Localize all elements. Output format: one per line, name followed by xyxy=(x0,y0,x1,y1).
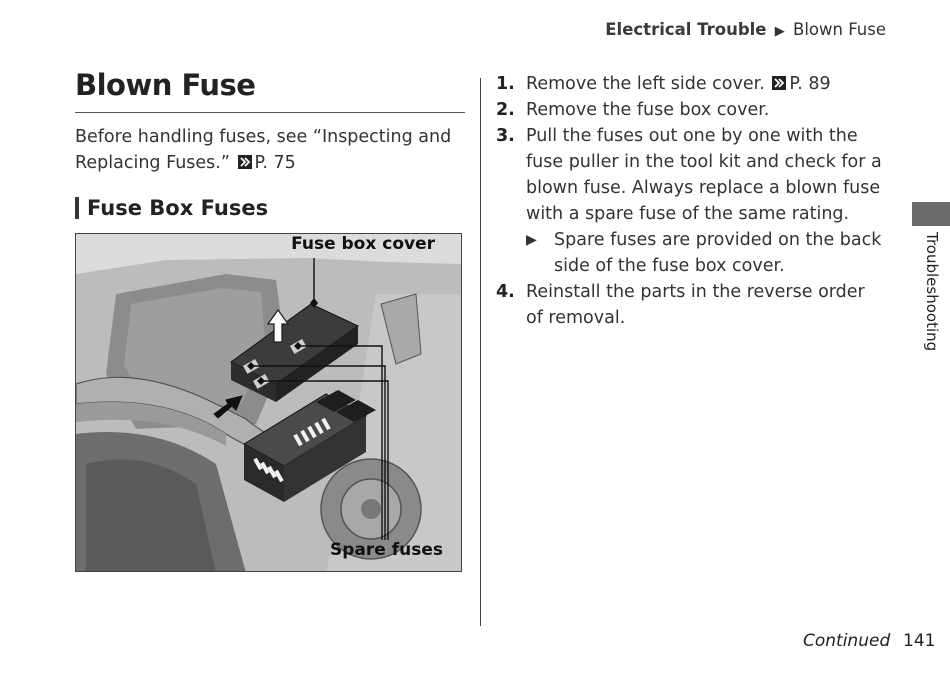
fuse-box-drawing xyxy=(76,234,462,572)
step-text: Remove the left side cover. xyxy=(526,74,765,94)
intro-page-ref[interactable]: P. 75 xyxy=(254,153,296,173)
spare-fuses-label: Spare fuses xyxy=(330,540,443,560)
page-reference-icon xyxy=(772,76,786,90)
step-note xyxy=(526,227,886,279)
chapter-label: Troubleshooting xyxy=(923,232,941,352)
step-page-ref[interactable]: P. 89 xyxy=(789,74,831,94)
section-heading-text: Fuse Box Fuses xyxy=(87,196,269,220)
breadcrumb xyxy=(605,20,886,39)
step-text: Remove the fuse box cover. xyxy=(526,100,770,120)
right-triangle-icon: ▶ xyxy=(526,232,537,248)
page-number: 141 xyxy=(903,631,936,651)
step-item xyxy=(496,123,886,279)
fuse-box-cover-label: Fuse box cover xyxy=(291,234,435,254)
column-divider xyxy=(480,78,481,626)
intro-text: Before handling fuses, see “Inspecting and Replacing Fuses.” xyxy=(75,127,452,173)
step-item xyxy=(496,279,886,331)
chapter-tab[interactable] xyxy=(912,202,950,226)
step-number: 4. xyxy=(496,282,515,302)
steps-list xyxy=(496,71,886,331)
step-number: 2. xyxy=(496,100,515,120)
step-item xyxy=(496,71,886,97)
section-heading xyxy=(75,196,268,220)
step-text: Reinstall the parts in the reverse order of removal. xyxy=(526,282,865,328)
fuse-box-illustration xyxy=(75,233,462,572)
step-number: 3. xyxy=(496,126,515,146)
title-divider xyxy=(75,112,465,113)
step-text: Pull the fuses out one by one with the fuse puller in the tool kit and check for a blown fuse. Always replace a blown fuse with a spare fuse of the same rating. xyxy=(526,126,882,224)
heading-bar xyxy=(75,197,79,219)
step-number: 1. xyxy=(496,74,515,94)
page-reference-icon xyxy=(238,155,252,169)
page-title: Blown Fuse xyxy=(75,68,256,102)
breadcrumb-section: Electrical Trouble xyxy=(605,20,767,39)
step-item xyxy=(496,97,886,123)
intro-paragraph xyxy=(75,124,455,176)
continued-label: Continued xyxy=(803,631,891,651)
right-triangle-icon: ▶ xyxy=(774,24,785,39)
step-note-text: Spare fuses are provided on the back side of the fuse box cover. xyxy=(554,230,882,276)
breadcrumb-current: Blown Fuse xyxy=(793,20,886,39)
